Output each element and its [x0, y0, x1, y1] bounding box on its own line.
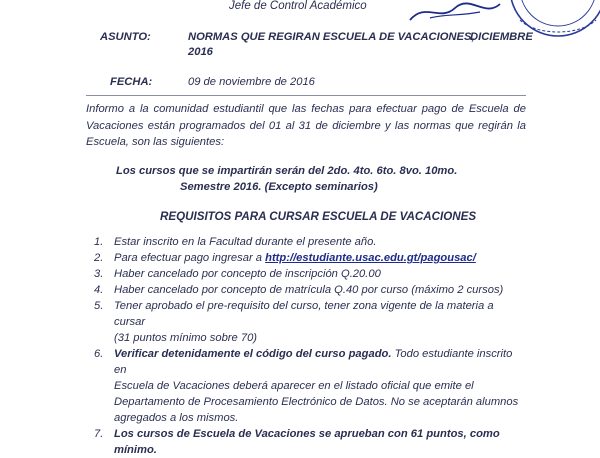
list-text-bold: Verificar detenidamente el código del curso pagado. [114, 348, 392, 360]
courses-note-line-1: Los cursos que se impartirán serán del 2do. 4to. 6to. 8vo. 10mo. [116, 165, 458, 177]
list-text: Departamento de Procesamiento Electrónico de Datos. No se aceptarán alumnos [114, 396, 519, 408]
subject-line-2: 2016 [188, 46, 213, 58]
list-text: Todo estudiante inscrito en [114, 348, 513, 376]
courses-note-line-2: Semestre 2016. (Excepto seminarios) [180, 181, 378, 193]
intro-line-3: Escuela, son las siguientes: [86, 136, 225, 148]
list-item [94, 298, 526, 346]
subject-label: ASUNTO: [100, 31, 151, 43]
date-value: 09 de noviembre de 2016 [188, 76, 315, 88]
payment-link[interactable]: http://estudiante.usac.edu.gt/pagousac/ [265, 252, 476, 264]
intro-line-1: Informo a la comunidad estudiantil que las fechas para efectuar pago de Escuela de [86, 103, 526, 115]
list-item [94, 234, 526, 250]
list-item [94, 426, 526, 458]
list-item [94, 250, 526, 266]
requirements-title: REQUISITOS PARA CURSAR ESCUELA DE VACACIONES [160, 210, 477, 223]
subject-line-1b: DICIEMBRE [470, 31, 533, 43]
signature-mark [400, 0, 510, 24]
list-number: 5. [94, 300, 104, 312]
intro-line-2: Vacaciones están programados del 01 al 31 de diciembre y las normas que regirán la [86, 119, 526, 132]
list-number: 2. [94, 252, 104, 264]
list-text: Tener aprobado el pre-requisito del curso, tener zona vigente de la materia a cursar [114, 300, 494, 328]
list-text: Haber cancelado por concepto de matrícula Q.40 por curso (máximo 2 cursos) [114, 284, 504, 296]
list-number: 6. [94, 348, 104, 360]
list-text: agregados a los mismos. [114, 412, 239, 424]
list-text: Haber cancelado por concepto de inscripción Q.20.00 [114, 268, 381, 280]
list-item [94, 266, 526, 282]
list-number: 7. [94, 428, 104, 440]
list-text: Estar inscrito en la Facultad durante el presente año. [114, 236, 377, 248]
list-text-bold: Los cursos de Escuela de Vacaciones se aprueban con 61 puntos, como mínimo. [114, 428, 500, 456]
intro-paragraph [86, 101, 526, 151]
list-number: 1. [94, 236, 104, 248]
list-item [94, 282, 526, 298]
list-item [94, 346, 526, 426]
date-label: FECHA: [110, 76, 153, 88]
list-number: 4. [94, 284, 104, 296]
sender-title: Jefe de Control Académico [229, 0, 367, 12]
list-text: Para efectuar pago ingresar a [114, 252, 266, 264]
list-number: 3. [94, 268, 104, 280]
list-text: Escuela de Vacaciones deberá aparecer en el listado oficial que emite el [114, 380, 474, 392]
requirements-list [94, 234, 526, 458]
subject-line-1: NORMAS QUE REGIRAN ESCUELA DE VACACIONES, [188, 31, 475, 43]
header-rule [86, 95, 526, 96]
list-text: (31 puntos mínimo sobre 70) [114, 332, 258, 344]
